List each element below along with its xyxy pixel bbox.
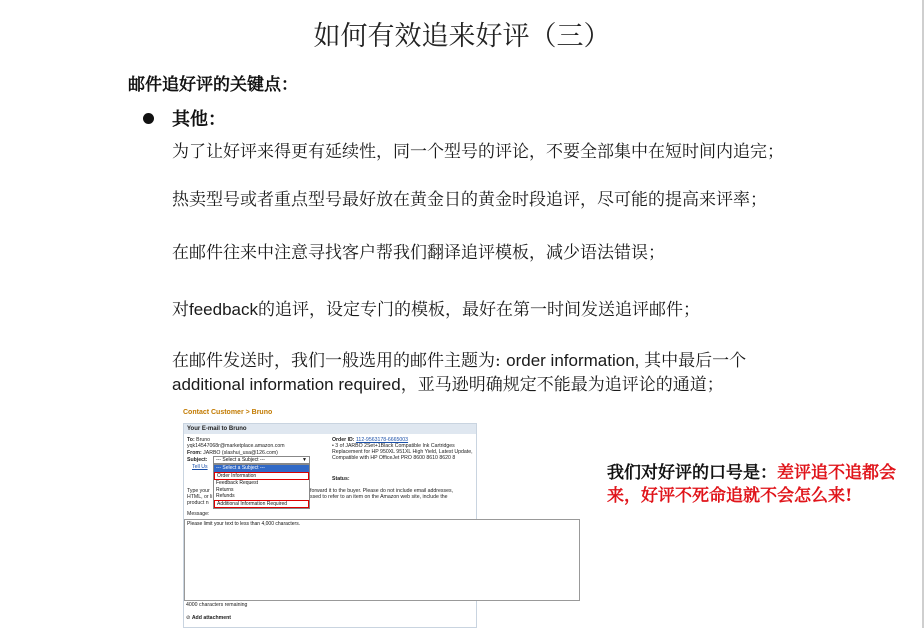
help-line-2: HTML, or li ssed to refer to an item on the Amazon web site, include the	[187, 494, 448, 500]
add-attachment-button[interactable]: ⊘ Add attachment	[186, 615, 232, 621]
dropdown-option[interactable]: Returns	[216, 486, 234, 493]
tell-us-link[interactable]: Tell Us	[192, 464, 208, 470]
from-row: From: JARBO (slashui_usa@126.com)	[187, 450, 278, 456]
subject-dropdown[interactable]	[213, 464, 310, 509]
dropdown-option[interactable]: --- Select a Subject ---	[214, 465, 309, 472]
paragraph-5-a: 在邮件发送时，我们一般选用的邮件主题为:	[172, 351, 507, 371]
paragraph-4-a: 对	[172, 300, 189, 320]
order-id-link[interactable]: 112-9563178-6665003	[355, 437, 409, 443]
bullet-icon	[143, 113, 154, 124]
slogan	[607, 462, 897, 508]
chars-remaining: 4000 characters remaining	[186, 602, 248, 608]
dropdown-option[interactable]: Feedback Request	[216, 480, 258, 486]
page-title: 如何有效追来好评（三）	[313, 21, 611, 52]
help-line-1: Type your forward it to the buyer. Please do not include email addresses,	[187, 488, 454, 494]
subject-select[interactable]: --- Select a Subject --- ▼	[213, 456, 310, 464]
paragraph-1: 为了让好评来得更有延续性，同一个型号的评论，不要全部集中在短时间内追完；	[172, 142, 784, 162]
panel-title: Your E-mail to Bruno	[184, 424, 476, 434]
paragraph-6	[172, 370, 724, 395]
paragraph-2: 热卖型号或者重点型号最好放在黄金日的黄金时段追评，尽可能的提高来评率；	[172, 190, 767, 210]
slogan-red: 差评追不追都会来，好评不死命追就不会怎么来!	[607, 463, 896, 506]
chevron-down-icon: ▼	[302, 457, 307, 463]
dropdown-option[interactable]: Additional Information Required	[214, 500, 309, 509]
paragraph-4-b: feedback	[189, 300, 258, 319]
paragraph-4-c: 的追评，设定专门的模板，最好在第一时间发送追评邮件；	[258, 300, 700, 320]
breadcrumb: Contact Customer > Bruno	[183, 409, 273, 416]
help-line-3: product n	[187, 500, 209, 506]
dropdown-option[interactable]: Order Information	[214, 472, 309, 481]
order-item: • 3 of JARBO 2Set+1Black Compatible Ink Cartridges Replacement for HP 950XL 951XL High Yield, Latest Update, Compatible with HP OfficeJet PRO 8600 8610 8620 8	[332, 443, 473, 461]
status-label: Status:	[332, 476, 350, 482]
paperclip-icon: ⊘	[186, 615, 191, 621]
paragraph-3: 在邮件往来中注意寻找客户帮我们翻译追评模板，减少语法错误；	[172, 243, 665, 263]
paragraph-5-c: 其中最后一个	[644, 351, 747, 371]
contact-form-screenshot	[181, 404, 585, 628]
dropdown-option[interactable]: Refunds	[216, 493, 235, 499]
paragraph-5	[172, 346, 746, 371]
message-label: Message:	[187, 511, 210, 517]
to-label: To: Bruno	[187, 437, 210, 443]
bullet-title: 其他：	[172, 109, 226, 130]
subject-label: Subject:	[187, 457, 208, 463]
paragraph-6-b: ，亚马逊明确规定不能最为追评论的通道；	[400, 375, 724, 395]
slogan-black: 我们对好评的口号是：	[607, 463, 777, 483]
to-email: yqk14547068r@marketplace.amazon.com	[187, 443, 285, 449]
order-row: Order ID: 112-9563178-6665003	[332, 437, 409, 443]
paragraph-6-a: additional information required	[172, 375, 401, 394]
section-heading: 邮件追好评的关键点：	[128, 75, 298, 95]
paragraph-4	[172, 295, 700, 320]
message-textarea[interactable]: Please limit your text to less than 4,000 characters.	[184, 519, 580, 601]
paragraph-5-b: order information,	[506, 351, 645, 370]
